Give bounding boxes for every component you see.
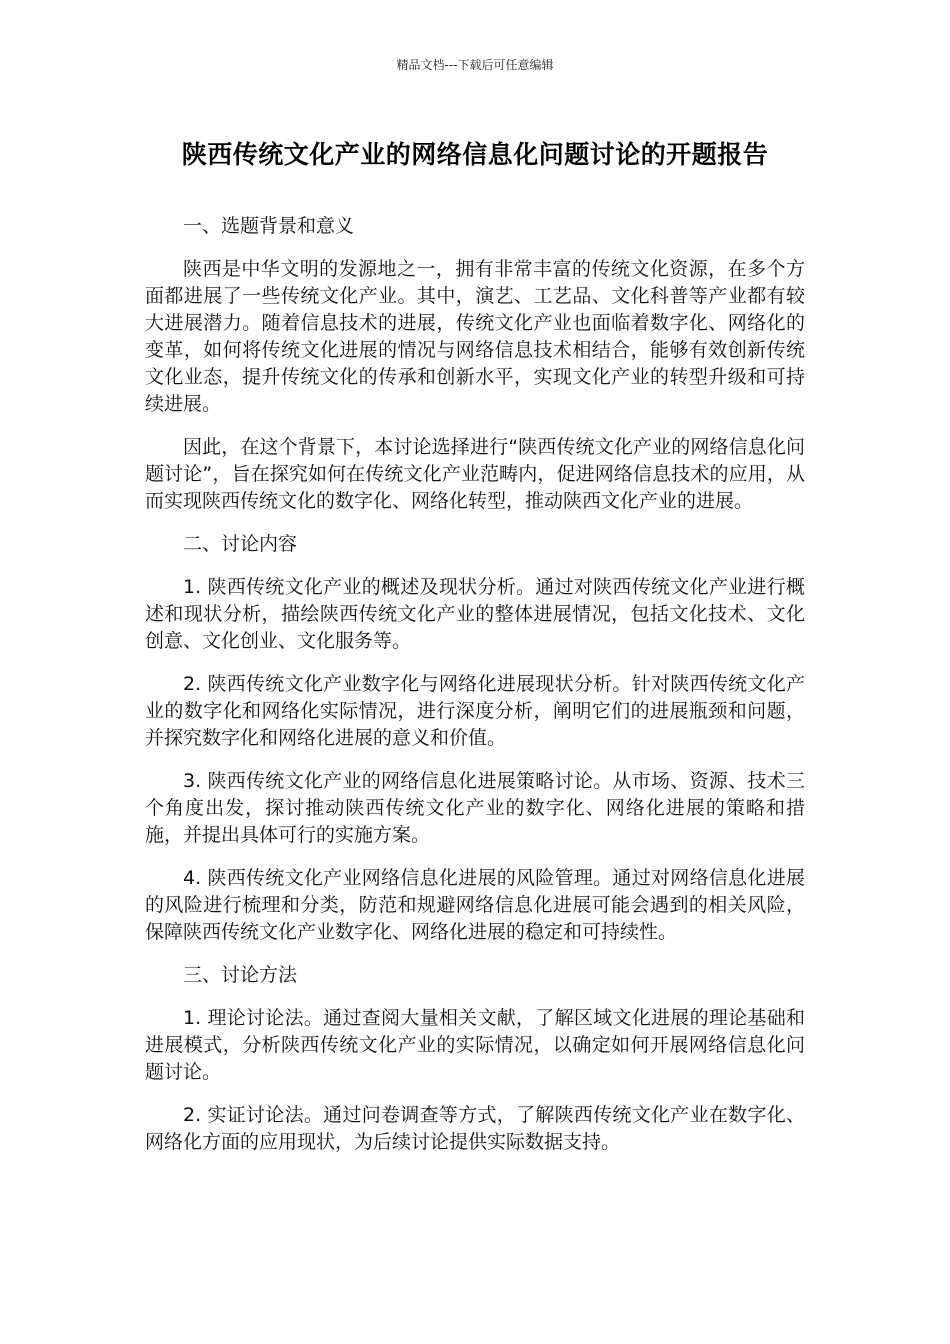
section-heading-methods: 三、讨论方法 — [183, 964, 298, 986]
section-heading-background: 一、选题背景和意义 — [183, 215, 355, 237]
paragraph: 2. 陕西传统文化产业数字化与网络化进展现状分析。针对陕西传统文化产业的数字化和网络化实际情况，进行深度分析，阐明它们的进展瓶颈和问题，并探究数字化和网络化进展的意义和价值。 — [145, 673, 805, 749]
paragraph: 1. 理论讨论法。通过查阅大量相关文献，了解区域文化进展的理论基础和进展模式，分析陕西传统文化产业的实际情况，以确定如何开展网络信息化问题讨论。 — [145, 1007, 805, 1083]
paragraph: 1. 陕西传统文化产业的概述及现状分析。通过对陕西传统文化产业进行概述和现状分析，描绘陕西传统文化产业的整体进展情况，包括文化技术、文化创意、文化创业、文化服务等。 — [145, 576, 805, 652]
paragraph: 3. 陕西传统文化产业的网络信息化进展策略讨论。从市场、资源、技术三个角度出发，探讨推动陕西传统文化产业的数字化、网络化进展的策略和措施，并提出具体可行的实施方案。 — [145, 770, 805, 846]
document-title: 陕西传统文化产业的网络信息化问题讨论的开题报告 — [181, 140, 769, 169]
paragraph: 因此，在这个背景下，本讨论选择进行“陕西传统文化产业的网络信息化问题讨论”，旨在探究如何在传统文化产业范畴内，促进网络信息技术的应用，从而实现陕西传统文化的数字化、网络化转型，推动陕西文化产业的进展。 — [145, 436, 805, 512]
paragraph: 陕西是中华文明的发源地之一，拥有非常丰富的传统文化资源，在多个方面都进展了一些传统文化产业。其中，演艺、工艺品、文化科普等产业都有较大进展潜力。随着信息技术的进展，传统文化产业也面临着数字化、网络化的变革，如何将传统文化进展的情况与网络信息技术相结合，能够有效创新传统文化业态，提升传统文化的传承和创新水平，实现文化产业的转型升级和可持续进展。 — [145, 258, 805, 415]
paragraph: 2. 实证讨论法。通过问卷调查等方式，了解陕西传统文化产业在数字化、网络化方面的应用现状，为后续讨论提供实际数据支持。 — [145, 1104, 805, 1153]
paragraph: 4. 陕西传统文化产业网络信息化进展的风险管理。通过对网络信息化进展的风险进行梳理和分类，防范和规避网络信息化进展可能会遇到的相关风险，保障陕西传统文化产业数字化、网络化进展的稳定和可持续性。 — [145, 867, 805, 943]
section-heading-content: 二、讨论内容 — [183, 533, 298, 555]
document-body — [145, 213, 805, 1172]
page-header-note: 精品文档---下载后可任意编辑 — [396, 58, 554, 72]
